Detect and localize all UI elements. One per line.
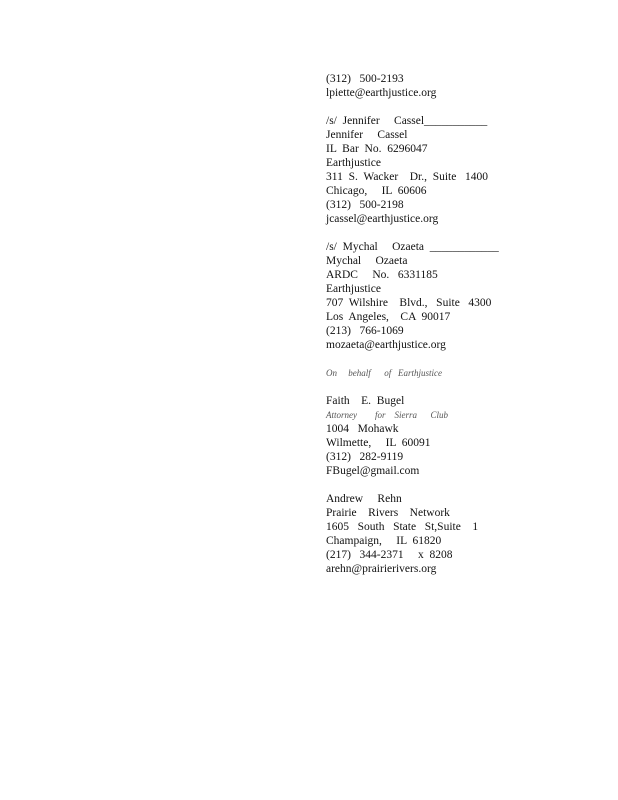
bar-number: IL Bar No. 6296047 (326, 143, 428, 155)
contact-block-rehn (326, 492, 606, 576)
spacer (326, 100, 606, 114)
contact-block-bugel (326, 394, 606, 478)
email-address: arehn@prairierivers.org (326, 563, 437, 575)
phone-number: (312) 500-2193 (326, 73, 404, 85)
street-address: 311 S. Wacker Dr., Suite 1400 (326, 171, 488, 183)
spacer (326, 478, 606, 492)
street-address: 1605 South State St,Suite 1 (326, 521, 479, 533)
attorney-name: Andrew Rehn (326, 493, 402, 505)
signature-column (326, 72, 606, 576)
contact-block-piette (326, 72, 606, 100)
attorney-name: Mychal Ozaeta (326, 255, 408, 267)
spacer (326, 226, 606, 240)
organization: Earthjustice (326, 283, 381, 295)
contact-block-cassel (326, 114, 606, 226)
phone-number: (217) 344-2371 x 8208 (326, 549, 453, 561)
email-address: lpiette@earthjustice.org (326, 87, 437, 99)
attorney-name: Faith E. Bugel (326, 395, 405, 407)
spacer (326, 380, 606, 394)
attorney-role: Attorney for Sierra Club (326, 410, 448, 420)
phone-number: (312) 282-9119 (326, 451, 404, 463)
bar-number: ARDC No. 6331185 (326, 269, 438, 281)
street-address: 1004 Mohawk (326, 423, 399, 435)
city-state-zip: Wilmette, IL 60091 (326, 437, 431, 449)
spacer (326, 352, 606, 366)
on-behalf-note: On behalf of Earthjustice (326, 368, 442, 378)
email-address: jcassel@earthjustice.org (326, 213, 439, 225)
city-state-zip: Chicago, IL 60606 (326, 185, 427, 197)
email-address: mozaeta@earthjustice.org (326, 339, 446, 351)
city-state-zip: Champaign, IL 61820 (326, 535, 442, 547)
attorney-name: Jennifer Cassel (326, 129, 408, 141)
phone-number: (213) 766-1069 (326, 325, 404, 337)
signature-line: /s/ Jennifer Cassel___________ (326, 115, 488, 127)
organization: Prairie Rivers Network (326, 507, 450, 519)
email-address: FBugel@gmail.com (326, 465, 420, 477)
street-address: 707 Wilshire Blvd., Suite 4300 (326, 297, 492, 309)
organization: Earthjustice (326, 157, 381, 169)
phone-number: (312) 500-2198 (326, 199, 404, 211)
contact-block-ozaeta (326, 240, 606, 352)
signature-line: /s/ Mychal Ozaeta ____________ (326, 241, 499, 253)
city-state-zip: Los Angeles, CA 90017 (326, 311, 451, 323)
